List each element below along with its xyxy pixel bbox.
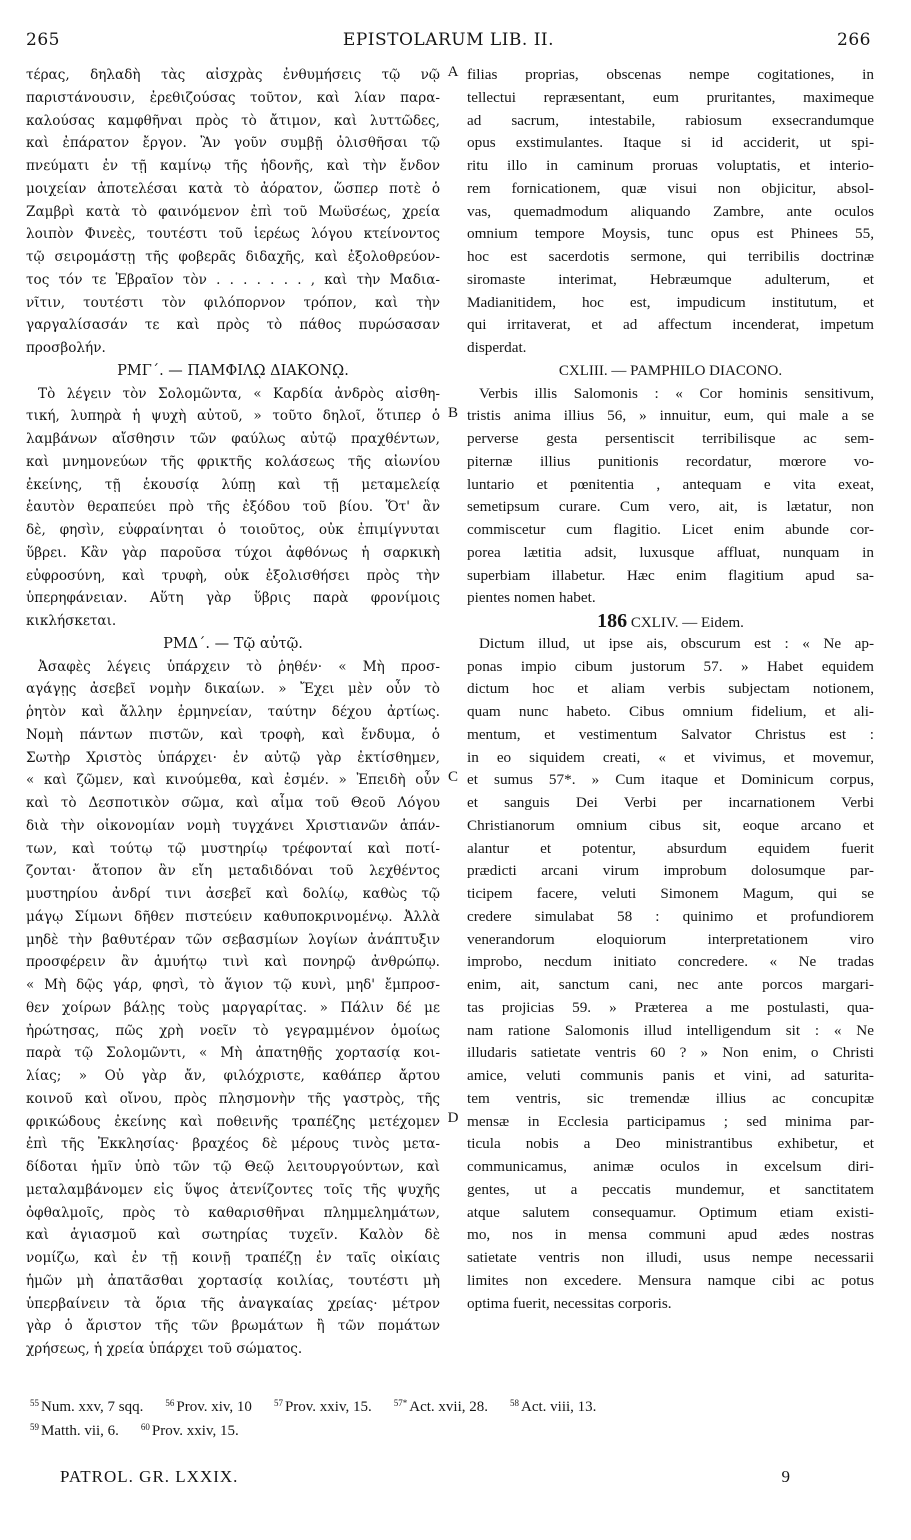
- text-line: optima fuerit, necessitas corporis.: [467, 1294, 672, 1312]
- text-line: προσφέρειν ἂν ἁμυήτῳ τινὶ καὶ πονηρῷ ἀνθρώπῳ.: [26, 954, 440, 971]
- text-line: quam nunc habeto. Cibus omnium fidelium, et ali-: [467, 703, 874, 720]
- text-line: communicamus, animæ oculos in excelsum diri-: [467, 1158, 874, 1175]
- text-line: mentum, et vestimentum Salvator Christus est :: [467, 725, 874, 743]
- running-header: [26, 30, 871, 56]
- text-line: ἐπὶ τῆς Ἐκκλησίας· βραχέος δὲ μέρους τινὸς μετα-: [26, 1136, 440, 1153]
- page-footer: [60, 1467, 791, 1487]
- footnote-reference: Prov. xxiv, 15.: [151, 1423, 239, 1439]
- text-line: superbiam illabetur. Hæc enim flagitium apud sa-: [467, 566, 874, 584]
- text-line: illudaris satietate ventris 60 ? » Non enim, o Christi: [467, 1044, 874, 1062]
- latin-heading-144: [467, 610, 874, 633]
- text-line: vas, quemadmodum aliquando Zambre, ante oculos: [467, 202, 874, 220]
- text-line: luntario et pœnitentia , antequam e vita exeat,: [467, 475, 874, 493]
- greek-paragraph-1: [26, 64, 440, 360]
- text-line: credere simulabat 58 : quinimo et profundiorem: [467, 907, 874, 925]
- latin-column: [467, 64, 874, 1315]
- text-line: Νομὴ πάντων πιστῶν, καὶ τροφὴ, καὶ ἔνδυμα, ὁ: [26, 726, 440, 743]
- text-line: piternæ illius punitionis recordatur, mœrore vo-: [467, 452, 874, 470]
- text-line: τέρας, δηλαδὴ τὰς αἰσχρὰς ἐνθυμήσεις τῷ νῷ: [26, 67, 440, 83]
- text-line: Madianitidem, hoc est, impudicum institutum, et: [467, 293, 874, 311]
- text-line: ἑαυτὸν θεραπεύει πρὸ τῆς ἐξόδου τοῦ βίου. Ὅτ' ἂν: [26, 499, 440, 516]
- text-line: ponas impio cibum justorum 57. » Habet equidem: [467, 657, 874, 675]
- footnote-reference: Act. viii, 13.: [521, 1399, 597, 1415]
- text-line: θεν χοίρων βάλῃς τοὺς μαργαρίτας. » Πάλιν δέ με: [26, 999, 440, 1016]
- page-number-left: 265: [26, 30, 60, 50]
- latin-heading-143: CXLIII. — PAMPHILO DIACONO.: [558, 362, 783, 379]
- text-line: λίας; » Οὐ γὰρ ἄν, φιλόχριστε, καθάπερ ἄρτου: [26, 1068, 440, 1084]
- section-marker-c: C: [447, 769, 458, 785]
- text-line: in eo siquidem creati, « et vivimus, et movemur,: [467, 748, 874, 766]
- text-line: commiscetur cum flagitio. Licet enim abunde cor-: [467, 521, 874, 538]
- text-line: μυστηρίου ἀνδρί τινι ἀσεβεῖ καὶ δολίῳ, καθὼς τῷ: [26, 886, 440, 902]
- footnotes-row-1: [30, 1393, 875, 1417]
- text-line: παριστάνουσιν, ἐρεθιζούσας τοῦτον, καὶ λίαν παρα-: [26, 89, 440, 106]
- greek-column: [26, 64, 440, 1361]
- text-line: καὶ τὸ Δεσποτικὸν σῶμα, καὶ αἷμα τοῦ Θεοῦ Λόγου: [26, 795, 440, 811]
- text-line: venerandorum eloquiorum interpretationem viro: [467, 930, 874, 948]
- text-line: Σωτὴρ Χριστὸς ὑπάρχει· ἐν αὐτῷ γὰρ ἐκτίσθημεν,: [26, 749, 440, 766]
- footnote-number: 57*: [393, 1398, 408, 1408]
- greek-heading-144: ΡΜΔ΄. — Τῷ αὐτῷ.: [163, 635, 303, 652]
- latin-heading-144-title: CXLIV. — Eidem.: [630, 615, 744, 631]
- text-line: ῥητὸν καὶ ἄλλην ἑρμηνείαν, ταύτην δέχου ἀρτίως.: [26, 704, 440, 720]
- text-line: ἡμῶν μὴ ἀπατᾶσθαι χορτασίᾳ κοιλίας, τουτέστι μὴ: [26, 1272, 440, 1289]
- text-line: amice, veluti communis panis et vini, ad saturita-: [467, 1067, 874, 1084]
- footnote: [30, 1393, 143, 1417]
- text-line: Verbis illis Salomonis : « Cor hominis sensitivum,: [479, 384, 874, 402]
- text-line: Dictum illud, ut ipse ais, obscurum est : « Ne ap-: [479, 634, 874, 652]
- text-line: μοιχείαν ἀποτελέσαι κατὰ τὸ ἀόρατον, ὥσπερ ποτὲ ὁ: [26, 180, 440, 197]
- text-line: mensæ in Ecclesia participamus ; sed minima par-: [467, 1112, 874, 1130]
- text-line: λαμβάνων αἴσθησιν τῶν φαύλως αὐτῷ πραχθέντων,: [26, 431, 440, 447]
- series-title: PATROL. GR. LXXIX.: [60, 1467, 239, 1486]
- footnote-number: 55: [30, 1398, 39, 1408]
- text-line: ticula nobis a Deo ministrantibus exhibetur, et: [467, 1135, 874, 1153]
- footnote-reference: Act. xvii, 28.: [409, 1399, 488, 1415]
- text-line: τος τόν τε Ἑβραῖον τὸν . . . . . . . , καὶ τὴν Μαδια-: [26, 271, 440, 288]
- section-marker-b: B: [447, 405, 458, 421]
- text-line: omnium tempore Moysis, tunc opus est Phinees 55,: [467, 225, 874, 243]
- text-line: opus exstimulantes. Itaque si id acciderit, ut spi-: [467, 134, 874, 152]
- greek-paragraph-3: [26, 656, 440, 1361]
- page-number-right: 266: [837, 30, 871, 50]
- text-line: et sumus 57*. » Cum itaque et Dominicum corpus,: [467, 771, 874, 789]
- text-line: δὲ, φησὶν, εὐφραίνηται ὁ τοιοῦτος, οὐκ ἐπιμίγνυται: [26, 522, 440, 538]
- text-line: gentes, ut a peccatis mundemur, et sanctitatem: [467, 1180, 874, 1198]
- text-line: « Μὴ δῷς γάρ, φησὶ, τὸ ἅγιον τῷ κυνὶ, μηδ' ἔμπροσ-: [26, 977, 440, 993]
- section-marker-a: A: [447, 64, 459, 80]
- footnote: [165, 1393, 252, 1417]
- latin-paragraph-3: [467, 633, 874, 1316]
- text-line: προσβολήν.: [26, 340, 106, 356]
- text-line: Christianorum omnium cibus sit, eoque arcano et: [467, 816, 874, 834]
- latin-paragraph-1: [467, 64, 874, 360]
- text-line: γὰρ ὁ ἄριστον τῆς τῶν βρωμάτων ἢ τῶν πομάτων: [26, 1318, 440, 1335]
- greek-paragraph-2: [26, 383, 440, 633]
- text-line: tellectui repræsentant, eum pruritantes, maximeque: [467, 88, 874, 106]
- text-line: τῷ σειρομάστῃ τῆς φοβερᾶς διδαχῆς, καὶ ἐξολοθρεύον-: [26, 249, 440, 265]
- text-line: πνεύματι ἐν τῇ καμίνῳ τῆς ἡδονῆς, καὶ τὴν ἔνδον: [26, 158, 440, 174]
- text-line: porea lætitia adsit, luxusque affluat, nunquam in: [467, 543, 874, 561]
- text-line: siromaste interimat, Hebræumque adulterum, et: [467, 270, 874, 288]
- running-title: EPISTOLARUM LIB. II.: [342, 30, 555, 50]
- text-line: αγάγῃς ἀσεβεῖ νομὴν δικαίων. » Ἔχει μὲν οὖν τὸ: [26, 681, 440, 698]
- text-line: qui irritaverat, et ad affectum incenderat, impetum: [467, 316, 874, 334]
- text-line: ticipem facere, veluti Simonem Magum, qui se: [467, 885, 874, 902]
- text-line: ὑπερηφάνειαν. Αὕτη γὰρ ὕβρις παρὰ φρονίμοις: [26, 590, 440, 607]
- text-line: rem fornicationem, quæ visui non objicitur, absol-: [467, 179, 874, 197]
- footnote: [394, 1393, 488, 1417]
- text-line: νῖτιν, τουτέστι τὸν φιλόπορνον τρόπον, καὶ τὴν: [26, 294, 440, 311]
- text-line: λοιπὸν Φινεὲς, τουτέστι τοῦ ἱερέως λόγου κτείνοντος: [26, 226, 440, 243]
- footnote-number: 56: [165, 1398, 175, 1408]
- text-line: alantur et potentur, absurdum equidem fuerit: [467, 839, 874, 857]
- signature-mark: 9: [781, 1467, 791, 1486]
- text-line: mo, nos in mensa communi apud ædes nostras: [467, 1226, 874, 1244]
- text-line: Τὸ λέγειν τὸν Σολομῶντα, « Καρδία ἀνδρὸς αἰσθη-: [38, 385, 440, 402]
- footnote-number: 59: [30, 1422, 39, 1432]
- footnote: [274, 1393, 372, 1417]
- text-line: Ἀσαφὲς λέγεις ὑπάρχειν τὸ ῥηθέν· « Μὴ προσ-: [38, 658, 440, 675]
- footnote-reference: Prov. xiv, 10: [176, 1399, 252, 1415]
- text-line: dictum hoc et aliam verbis subjectam notionem,: [467, 680, 874, 698]
- text-line: disperdat.: [467, 339, 527, 356]
- text-line: et sanguis Dei Verbi per incarnationem Verbi: [467, 794, 874, 811]
- text-line: filias proprias, obscenas nempe cogitationes, in: [467, 66, 874, 83]
- text-line: ἐκείνης, τῇ ἑκουσίᾳ λύπῃ καὶ τῇ μεταμελείᾳ: [26, 476, 440, 493]
- text-line: pientes nomen habet.: [467, 589, 596, 607]
- text-line: improbo, necdum initiato concredere. « Ne tradas: [467, 953, 874, 971]
- text-line: μάγῳ Σίμωνι δῆθεν πιστεύειν καθυποκρινομένῳ. Ἀλλὰ: [26, 908, 440, 925]
- text-line: ὀφθαλμοῖς, πρὸς τὸ καθαρισθῆναι πλημμελημάτων,: [26, 1204, 440, 1221]
- text-line: των, καὶ τούτῳ τῷ μυστηρίῳ τρέφονταί καὶ ποτί-: [26, 840, 440, 857]
- footnote: [141, 1417, 239, 1441]
- text-line: μεταλαμβάνομεν εἰς ὕψος ἀτενίζοντες τοῖς τῆς ψυχῆς: [26, 1181, 440, 1198]
- section-marker-d: D: [447, 1110, 459, 1126]
- text-line: ὑπερβαίνειν τὰ ὅρια τῆς ἀναγκαίας χρείας· μέτρον: [26, 1295, 440, 1312]
- text-line: perverse gesta persentiscit terribilisque ac sem-: [467, 430, 874, 447]
- footnote: [510, 1393, 596, 1417]
- text-line: εὐφροσύνη, καὶ τρυφὴ, οὐκ ἐξολισθήσει πρὸς τὴν: [26, 567, 440, 584]
- footnotes-row-2: [30, 1417, 875, 1441]
- text-line: hoc est sacerdotis sermone, qui terribilis doctrinæ: [467, 248, 874, 265]
- footnotes: [30, 1393, 875, 1441]
- text-line: κικλήσκεται.: [26, 613, 117, 629]
- text-line: ἠρώτησας, πῶς χρὴ νοεῖν τὸ γεγραμμένον ὁμοίως: [26, 1022, 440, 1039]
- footnote-number: 58: [510, 1398, 519, 1408]
- footnote-reference: Num. xxv, 7 sqq.: [41, 1399, 144, 1415]
- text-line: καλούσας καμφθῆναι πρὸς τὸ ἄτιμον, καὶ λυττῶδες,: [26, 112, 440, 129]
- text-line: χρήσεως, ἡ χρεία ὑπάρχει τοῦ σώματος.: [26, 1341, 303, 1357]
- text-line: ritu illo in caminum proruas voluptatis, et interio-: [467, 157, 874, 174]
- text-line: atque salutem consequamur. Optimum etiam existi-: [467, 1203, 874, 1221]
- text-line: τική, λυπηρὰ ἡ ψυχὴ αὐτοῦ, » τοῦτο δηλοῖ, ὅτιπερ ὁ: [26, 408, 440, 425]
- text-line: prædicti arcani virum improbum dolosumque par-: [467, 862, 874, 880]
- footnote: [30, 1417, 119, 1441]
- text-line: γαργαλίσασάν τε καὶ πρὸς τὸ πάθος πυρώσασαν: [26, 317, 440, 334]
- footnote-reference: Prov. xxiv, 15.: [284, 1399, 372, 1415]
- text-line: παρὰ τῷ Σολομῶντι, « Μὴ ἀπατηθῇς χορτασίᾳ κοι-: [26, 1045, 440, 1062]
- text-line: καὶ ἐπάρατον ἔργον. Ἂν γοῦν συμβῇ ὀλισθῆσαι τῷ: [26, 135, 440, 152]
- text-line: καὶ ἁγιασμοῦ καὶ σωτηρίας τυχεῖν. Καλὸν δὲ: [26, 1227, 440, 1244]
- text-line: limites non excedere. Mensura namque cibi ac potus: [467, 1271, 874, 1289]
- text-line: ὕβρει. Κἂν γὰρ παροῦσα τύχοι ἀφθόνως ἡ σαρκικὴ: [26, 544, 440, 561]
- text-line: tas projicias 59. » Præterea a me postulasti, qua-: [467, 998, 874, 1016]
- text-line: « καὶ ζῶμεν, καὶ κινούμεθα, καὶ ἐσμέν. » Ἐπειδὴ οὖν: [26, 772, 440, 789]
- text-line: tristis anima illius 56, » innuitur, eum, qui male a se: [467, 407, 874, 425]
- greek-heading-143: ΡΜΓ΄. — ΠΑΜΦΙΛῼ ΔΙΑΚΟΝῼ.: [117, 362, 349, 379]
- text-line: nam ratione Salomonis illud intelligendum sit : « Ne: [467, 1021, 874, 1039]
- text-line: διὰ τὴν οἰκονομίαν νομὴ τυγχάνει Χριστιανῶν ἁπάν-: [26, 817, 440, 834]
- text-line: μηδὲ τὴν βαθυτέραν τῶν σεβασμίων λογίων ἀνάπτυξιν: [26, 931, 440, 948]
- latin-paragraph-2: [467, 383, 874, 611]
- footnote-reference: Matth. vii, 6.: [41, 1423, 119, 1439]
- text-line: tem ventris, sic tremendæ illius ac concupitæ: [467, 1089, 874, 1107]
- text-line: enim, ait, sanctum cani, nec ante porcos margari-: [467, 976, 874, 993]
- text-line: φρικώδους ἐκείνης καὶ ποθεινῆς τραπέζης μετέχομεν: [26, 1113, 440, 1130]
- footnote-number: 60: [140, 1422, 150, 1432]
- column-number-186: 186: [597, 610, 628, 632]
- text-line: καὶ μνημονεύων τῆς φρικτῆς κολάσεως τῆς αἰωνίου: [26, 453, 440, 470]
- text-line: νομίζω, καὶ ἐν τῇ κοινῇ τραπέζῃ ἐν ταῖς οἰκίαις: [26, 1250, 440, 1266]
- text-line: semetipsum curare. Cum vero, ait, is lætatur, non: [467, 498, 874, 516]
- text-line: ad sacrum, intestabile, rabiosum exsecrandumque: [467, 111, 874, 129]
- text-line: κοινοῦ καὶ οἴνου, πρὸς πλησμονὴν τῆς γαστρὸς, τῆς: [26, 1090, 440, 1107]
- text-line: Ζαμβρὶ κατὰ τὸ φαινόμενον ἐπὶ τοῦ Μωϋσέως, χρεία: [26, 203, 440, 220]
- text-line: ζονται· ἄτοπον ἂν εἴη μεταδιδόναι τοῦ λεχθέντος: [26, 863, 440, 880]
- text-line: δίδοται ἡμῖν ὑπὸ τῶν τῷ Θεῷ λειτουργούντων, καὶ: [26, 1159, 440, 1175]
- text-line: satietate ventris non illudi, usus nempe necessarii: [467, 1249, 874, 1266]
- footnote-number: 57: [273, 1398, 283, 1408]
